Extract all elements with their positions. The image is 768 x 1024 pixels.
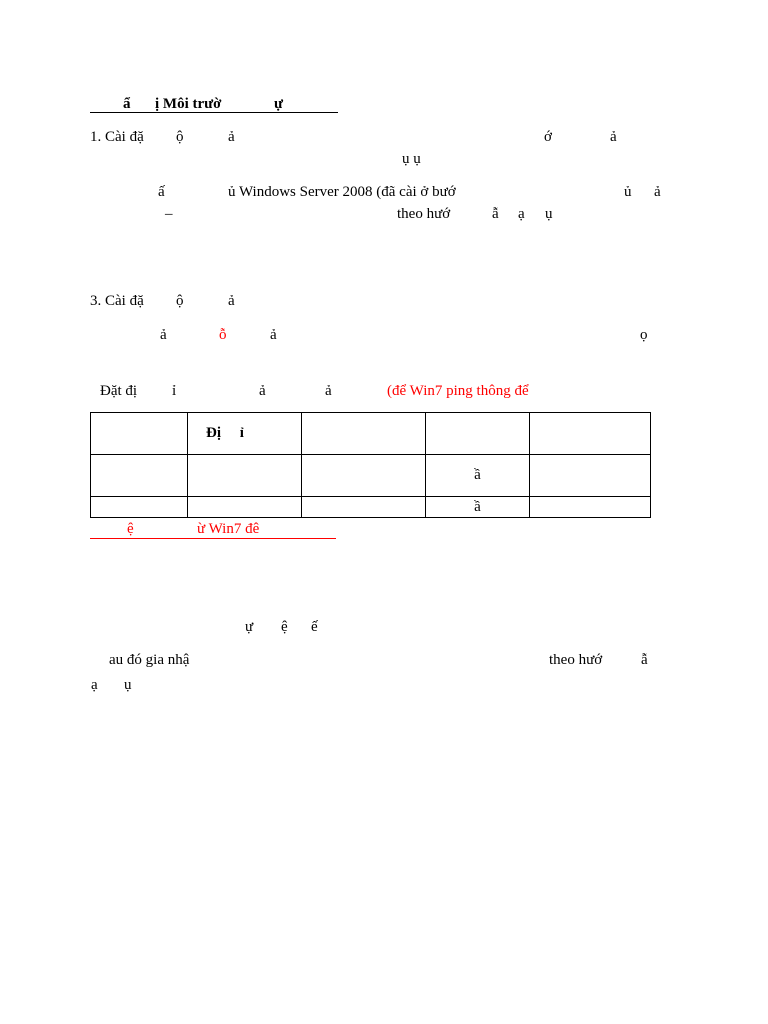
section1-fragment: ạ [518, 206, 525, 222]
red-note-text: ừ Win7 đê [197, 521, 260, 537]
section3-title: 3. Cài đặ [90, 293, 144, 309]
section1-dash: – [165, 206, 173, 222]
table-cell [530, 455, 651, 497]
bottom-fragment: ệ [281, 619, 288, 635]
section3-fragment: ả [270, 327, 277, 343]
bottom-fragment: ạ [91, 677, 98, 693]
table-cell [91, 497, 188, 518]
table-row [91, 497, 651, 518]
bottom-fragment: ẫ [641, 652, 648, 668]
table-cell [302, 497, 426, 518]
red-note-fragment: ệ [127, 521, 134, 537]
table-cell: ầ [426, 497, 530, 518]
section1-title: 1. Cài đặ [90, 129, 144, 145]
section1-fragment: ộ [176, 129, 184, 145]
section3-fragment: ộ [176, 293, 184, 309]
section1-text: ủ Windows Server 2008 (đã cài ở bướ [228, 184, 456, 200]
section3-fragment: ọ [640, 327, 648, 343]
section1-fragment: ả [654, 184, 661, 200]
table-header-cell [302, 413, 426, 455]
table-header-cell [426, 413, 530, 455]
ip-fragment: ả [259, 383, 266, 399]
bottom-text: au đó gia nhậ [109, 652, 190, 668]
section1-fragment: ủ [624, 184, 632, 200]
section1-line: ụ ụ [402, 151, 421, 167]
section1-fragment: ả [610, 129, 617, 145]
ip-red-note: (để Win7 ping thông để [387, 383, 529, 399]
table-header-cell [91, 413, 188, 455]
section1-fragment: ớ [544, 129, 552, 145]
table-header-cell: Đị ỉ [188, 413, 302, 455]
section3-red-fragment: ỗ [219, 327, 227, 343]
bottom-fragment: ế [311, 619, 318, 635]
red-note-underline [90, 538, 336, 539]
bottom-fragment: ụ [124, 677, 132, 693]
table-row [91, 455, 651, 497]
table-cell [91, 455, 188, 497]
heading-title: ị Môi trườ [155, 96, 222, 112]
table-cell [188, 497, 302, 518]
table-header-row [91, 413, 651, 455]
heading-underline [90, 112, 338, 113]
section3-fragment: ả [228, 293, 235, 309]
section1-fragment: ả [228, 129, 235, 145]
table-cell [302, 455, 426, 497]
section3-fragment: ả [160, 327, 167, 343]
table-header-cell [530, 413, 651, 455]
section1-fragment: ẫ [492, 206, 499, 222]
bottom-guide-text: theo hướ [549, 652, 603, 668]
section1-fragment: ấ [158, 184, 165, 200]
table-cell: ầ [426, 455, 530, 497]
ip-fragment: ỉ [172, 383, 177, 399]
heading-fragment: ẩ [123, 96, 131, 112]
bottom-fragment: ự [245, 619, 254, 635]
ip-fragment: ả [325, 383, 332, 399]
ip-address-table [90, 412, 651, 518]
table-cell [188, 455, 302, 497]
ip-label: Đặt đị [100, 383, 138, 399]
table-cell [530, 497, 651, 518]
section1-guide-text: theo hướ [397, 206, 451, 222]
section1-fragment: ụ [545, 206, 553, 222]
heading-fragment: ự [274, 96, 284, 112]
